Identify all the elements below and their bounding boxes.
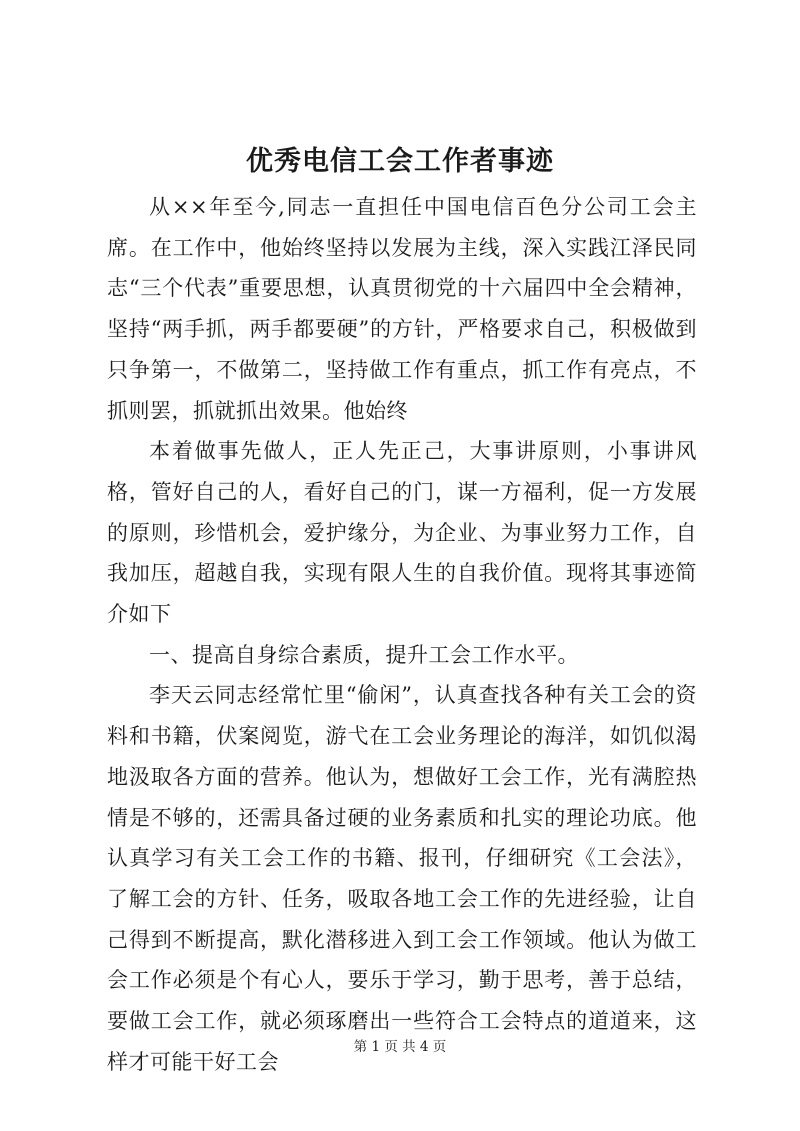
page-footer: 第 1 页 共 4 页: [353, 1039, 447, 1055]
paragraph-3: 李天云同志经常忙里“偷闲”，认真查找各种有关工会的资料和书籍，伏案阅览，游弋在工会业务理论的海洋，如饥似渴地汲取各方面的营养。他认为，想做好工会工作，光有满腔热情是不够的，还需具备过硬的业务素质和扎实的理论功底。他认真学习有关工会工作的书籍、报刊，仔细研究《工会法》，了解工会的方针、任务，吸取各地工会工作的先进经验，让自己得到不断提高，默化潜移进入到工会工作领域。他认为做工会工作必须是个有心人，要乐于学习，勤于思考，善于总结，要做工会工作，就必须琢磨出一些符合工会特点的道道来，这样才可能干好工会: [107, 683, 697, 1074]
section-heading-1: 一、提高自身综合素质，提升工会工作水平。: [149, 642, 579, 667]
document-body: [107, 187, 697, 1082]
paragraph-1: 从××年至今,同志一直担任中国电信百色分公司工会主席。在工作中，他始终坚持以发展为主线，深入实践江泽民同志“三个代表”重要思想，认真贯彻党的十六届四中全会精神，坚持“两手抓，两手都要硬”的方针，严格要求自己，积极做到只争第一，不做第二，坚持做工作有重点，抓工作有亮点，不抓则罢，抓就抓出效果。他始终: [107, 195, 697, 423]
document-title: 优秀电信工会工作者事迹: [246, 146, 554, 177]
paragraph-2: 本着做事先做人，正人先正己，大事讲原则，小事讲风格，管好自己的人，看好自己的门，谋一方福利，促一方发展的原则，珍惜机会，爱护缘分，为企业、为事业努力工作，自我加压，超越自我，实现有限人生的自我价值。现将其事迹简介如下: [107, 439, 697, 627]
